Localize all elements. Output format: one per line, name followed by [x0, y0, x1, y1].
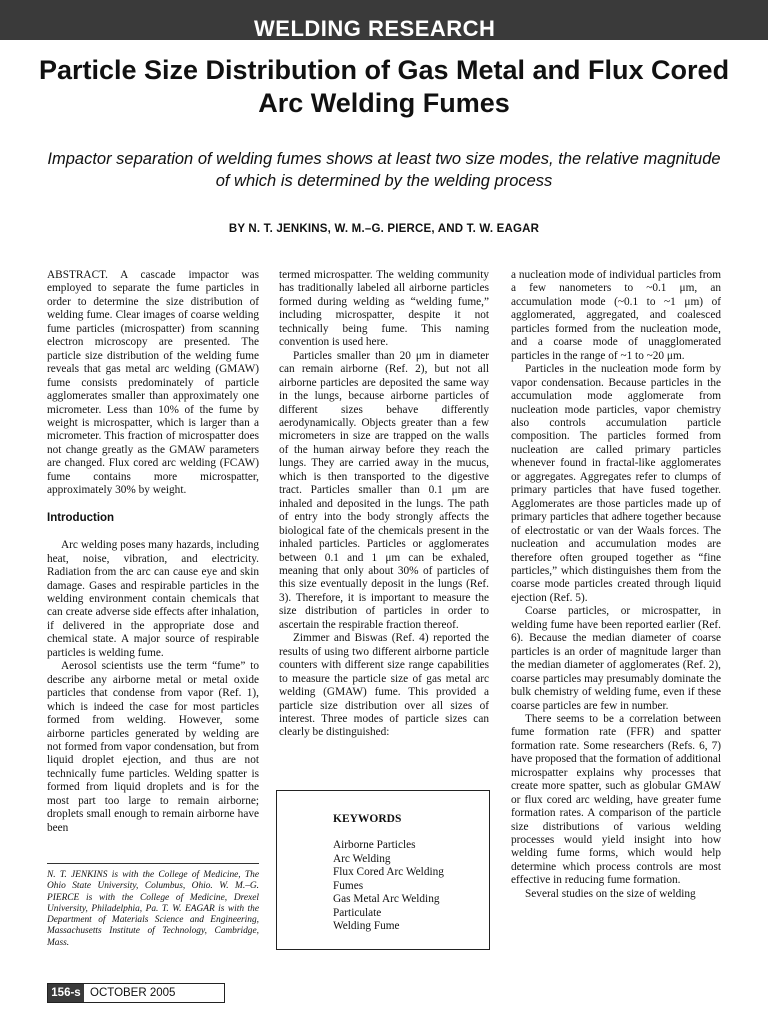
body-paragraph: a nucleation mode of individual particles from a few nanometers to ~0.1 μm, an accumulation mode (~0.1 to ~1 μm) of agglomerated, aggregated, and coalesced particles formed from the nucleation mode, and a coarse mode of unagglomerated particles in the range of ~1 to ~20 μm.	[511, 269, 721, 362]
page-footer	[47, 983, 225, 1003]
keyword-item: Flux Cored Arc Welding	[333, 866, 444, 878]
keyword-item: Arc Welding	[333, 852, 391, 865]
keyword-item: Particulate	[333, 906, 382, 919]
column-2	[279, 269, 489, 740]
column-1	[47, 269, 259, 835]
issue-date: OCTOBER 2005	[90, 987, 176, 999]
body-paragraph: termed microspatter. The welding community has traditionally labeled all airborne particles formed during welding as “welding fume,” including microspatter, despite it not technically being fume. This naming convention is used here.	[279, 269, 489, 349]
keywords-title: KEYWORDS	[333, 813, 402, 825]
body-paragraph: Particles in the nucleation mode form by vapor condensation. Because particles in the accumulation mode agglomerate from nucleation mode particles, vapor chemistry also controls accumulation particle composition. The particles formed from nucleation are called primary particles whenever found in fractal-like agglomerates or aggregates. Aggregates refer to clumps of primary particles that have fused together. Agglomerates are those particles made up of primary particles that adhere together because of electrostatic or van der Waals forces. The nucleation and accumulation modes are therefore often grouped together as “fine particles,” which distinguishes them from the coarse mode particles created through liquid ejection (Ref. 5).	[511, 363, 721, 604]
article-title: Particle Size Distribution of Gas Metal and Flux Cored Arc Welding Fumes	[38, 55, 730, 118]
body-paragraph: Arc welding poses many hazards, including heat, noise, vibration, and electricity. Radiation from the arc can cause eye and skin damage. Gases and respirable particles in the welding environment contain chemicals that can create adverse side effects after inhalation, if delivered in the appropriate dose and chemical state. A major source of respirable particles is welding fume.	[47, 539, 259, 659]
keyword-item: Welding Fume	[333, 920, 400, 932]
body-paragraph: Aerosol scientists use the term “fume” to describe any airborne metal or metal oxide particles that condense from vapor (Ref. 1), which is indeed the case for most particles formed from welding. However, some airborne particles generated by welding are not formed from vapor condensation, but from liquid droplet ejection, and thus are not technically fume particles. Welding spatter is formed from liquid droplets and is for the most part too large to remain airborne; droplets small enough to remain airborne have been	[47, 660, 259, 834]
footnote-divider	[47, 863, 259, 864]
column-3	[511, 269, 721, 901]
section-label: WELDING RESEARCH	[254, 16, 496, 41]
body-paragraph: Zimmer and Biswas (Ref. 4) reported the results of using two different airborne particle counters with different size range capabilities to measure the particle size of gas metal arc welding (GMAW) fume. This provided a particle size distribution over all sizes of interest. Three modes of particle sizes can clearly be distinguished:	[279, 632, 489, 739]
abstract-paragraph: ABSTRACT. A cascade impactor was employed to separate the fume particles in order to determine the size distribution of welding fume. Clear images of coarse welding fume particles (microspatter) from scanning electron microscopy are presented. The particle size distribution of the welding fume reveals that gas metal arc welding (GMAW) fume consists predominately of particle agglomerates smaller than approximately one micrometer. Less than 10% of the fume by weight is microspatter, which is larger than a micrometer. This fraction of microspatter does not change greatly as the GMAW parameters are changed. Flux cored arc welding (FCAW) fume contains more microspatter, approximately 30% by weight.	[47, 269, 259, 497]
article-subtitle: Impactor separation of welding fumes shows at least two size modes, the relative magnitude of which is determined by the welding process	[47, 150, 721, 190]
keyword-item: Gas Metal Arc Welding	[333, 893, 440, 905]
keywords-list	[333, 839, 444, 934]
section-banner	[0, 0, 768, 40]
introduction-heading: Introduction	[47, 511, 115, 524]
keywords-box	[276, 790, 490, 950]
body-paragraph: Coarse particles, or microspatter, in welding fume have been reported earlier (Ref. 6). Because the median diameter of coarse particles is an order of magnitude larger than the median diameter of agglomerates (Ref. 2), coarse particles may presumably dominate the bulk chemistry of welding fume, even if these coarse particles are few in number.	[511, 605, 721, 712]
author-affiliations-footnote: N. T. JENKINS is with the College of Medicine, The Ohio State University, Columbus, Ohio. W. M.–G. PIERCE is with the College of Medicine, Drexel University, Philadelphia, Pa. T. W. EAGAR is with the Department of Materials Science and Engineering, Massachusetts Institute of Technology, Cambridge, Mass.	[47, 870, 259, 948]
keyword-item: Fumes	[333, 879, 364, 892]
body-paragraph: There seems to be a correlation between fume formation rate (FFR) and spatter formation rate. Some researchers (Refs. 6, 7) have proposed that the formation of additional microspatter explains why processes that create more spatter, such as globular GMAW or flux cored arc welding, have greater fume formation rates. A comparison of the particle size distributions of various welding processes would yield insight into how welding fume forms, which would help determine which process controls are most effective in reducing fume formation.	[511, 712, 721, 887]
keyword-item: Airborne Particles	[333, 839, 416, 851]
article-authors: BY N. T. JENKINS, W. M.–G. PIERCE, AND T. W. EAGAR	[228, 223, 540, 235]
body-paragraph: Several studies on the size of welding	[525, 887, 696, 900]
page-number: 156-s	[48, 984, 84, 1002]
body-paragraph: Particles smaller than 20 μm in diameter can remain airborne (Ref. 2), but not all airborne particles are deposited the same way in the lungs, because airborne particles of different sizes behave differently aerodynamically. Objects greater than a few micrometers in size are trapped on the walls of the human airway before they reach the lungs. They are carried away in the mucus, which is then transported to the digestive tract. Particles smaller than 0.1 μm are inhaled and deposited in the lungs. The path of entry into the body strongly affects the biological fate of the chemicals present in the inhaled particles. Particles or agglomerates between 0.1 and 1 μm can be exhaled, meaning that only about 30% of particles of this size eventually deposit in the lungs (Ref. 3). Therefore, it is important to measure the size distribution of particles in order to ascertain the respirable fraction thereof.	[279, 349, 489, 631]
